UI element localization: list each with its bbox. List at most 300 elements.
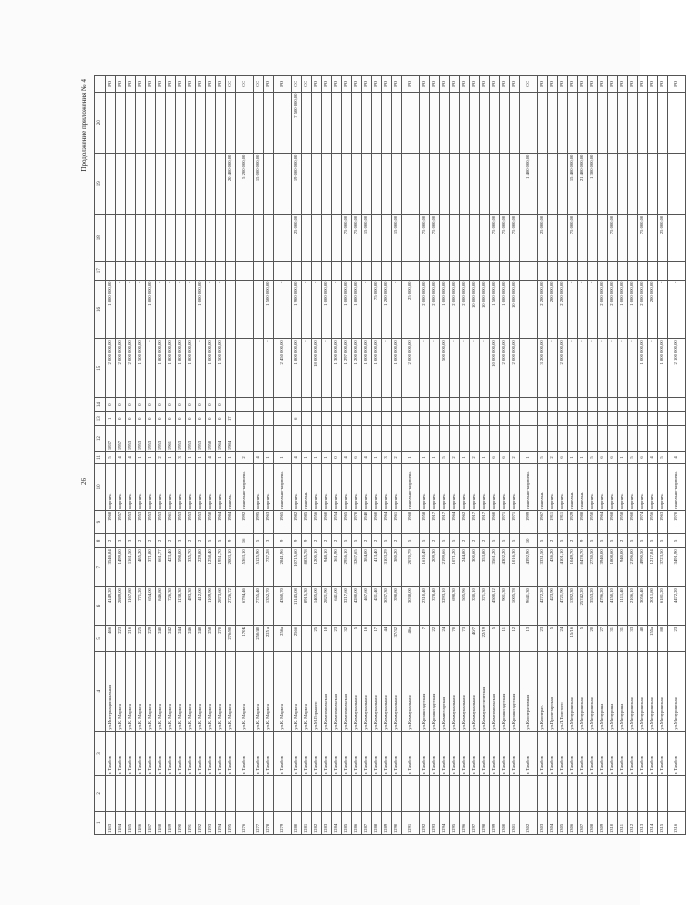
table-cell: -	[146, 339, 156, 398]
table-cell: 6	[638, 452, 648, 464]
table-cell: -	[578, 280, 588, 339]
table-row	[538, 76, 548, 835]
table-cell: 7 500 000,00	[292, 92, 302, 153]
table-cell	[264, 412, 274, 426]
table-cell: 493,30	[186, 587, 196, 626]
table-cell	[382, 214, 392, 261]
housing-repair-table	[94, 75, 686, 835]
table-cell: 70	[450, 625, 460, 651]
table-row	[274, 76, 292, 835]
table-cell	[196, 261, 206, 280]
table-cell	[460, 261, 470, 280]
table-cell: ул.К. Маркса	[196, 651, 206, 731]
table-cell: 1283	[322, 811, 332, 834]
table-cell	[618, 426, 628, 452]
table-cell	[500, 398, 510, 412]
table-cell: 242	[166, 625, 176, 651]
table-cell: -	[332, 280, 342, 339]
table-cell	[648, 398, 658, 412]
table-cell: г. Тамбов	[236, 731, 254, 776]
table-cell: 25 000,00	[658, 214, 668, 261]
table-row	[264, 76, 274, 835]
table-cell: 4	[362, 452, 372, 464]
table-cell: 1958	[618, 510, 628, 533]
table-cell: РО	[598, 76, 608, 93]
table-cell: 1302	[520, 811, 538, 834]
table-cell: 1291	[402, 811, 420, 834]
table-cell: -	[186, 280, 196, 339]
table-cell	[548, 214, 558, 261]
table-cell: 4	[126, 452, 136, 464]
table-cell	[302, 776, 312, 811]
table-cell: 1960	[490, 510, 500, 533]
table-cell: 4	[206, 452, 216, 464]
table-cell	[206, 261, 216, 280]
table-cell: 1310	[608, 811, 618, 834]
table-cell: 223	[116, 625, 126, 651]
table-cell	[420, 261, 430, 280]
table-cell: 3267,65	[352, 548, 362, 587]
table-cell	[470, 214, 480, 261]
table-cell: 1992	[236, 510, 254, 533]
table-cell: 2	[618, 534, 628, 548]
table-cell: 170Б	[236, 625, 254, 651]
table-cell: 5	[510, 534, 520, 548]
table-cell: ул.Мичуринская	[578, 651, 588, 731]
table-cell: 3331,50	[538, 548, 548, 587]
table-cell: 2 000 000,00	[500, 339, 510, 398]
table-cell: ул.Мичурина	[618, 651, 628, 731]
table-cell	[618, 412, 628, 426]
table-cell: г. Тамбов	[608, 731, 618, 776]
table-cell	[480, 261, 490, 280]
table-cell: СС	[226, 76, 236, 93]
table-cell	[274, 214, 292, 261]
table-cell: 229,80	[196, 548, 206, 587]
table-row	[226, 76, 236, 835]
table-cell: РО	[106, 76, 116, 93]
table-cell: 2 000 000,00	[126, 339, 136, 398]
table-cell: 75 000,00	[352, 214, 362, 261]
table-cell: 1954	[332, 510, 342, 533]
table-cell	[216, 92, 226, 153]
table-cell: кирпич.	[460, 463, 470, 510]
table-cell	[362, 398, 372, 412]
table-cell	[638, 261, 648, 280]
table-cell	[352, 426, 362, 452]
table-cell	[470, 776, 480, 811]
table-cell	[106, 153, 116, 214]
table-cell	[450, 398, 460, 412]
table-cell: 276/80	[226, 625, 236, 651]
table-cell	[322, 153, 332, 214]
table-cell: 75 000,00	[430, 214, 440, 261]
table-row	[126, 76, 136, 835]
table-cell: 75 000,00	[420, 214, 430, 261]
table-cell: 3	[176, 452, 186, 464]
table-cell: 1970	[352, 510, 362, 533]
table-cell	[658, 398, 668, 412]
table-cell: г. Тамбов	[274, 731, 292, 776]
table-row	[402, 76, 420, 835]
table-cell	[578, 214, 588, 261]
table-cell: кирпич.	[254, 463, 264, 510]
table-cell	[216, 261, 226, 280]
table-row	[206, 76, 216, 835]
table-cell	[226, 214, 236, 261]
table-cell	[116, 261, 126, 280]
table-row	[510, 76, 520, 835]
table-cell: 2	[156, 534, 166, 548]
table-cell: 0	[116, 398, 126, 412]
table-cell	[420, 776, 430, 811]
table-cell: 5 200 000,00	[236, 153, 254, 214]
table-cell: 1956	[648, 510, 658, 533]
table-cell: РО	[608, 76, 618, 93]
table-cell: -	[126, 280, 136, 339]
table-cell: г. Тамбов	[510, 731, 520, 776]
column-header	[95, 76, 106, 93]
table-cell	[392, 398, 402, 412]
table-cell	[568, 92, 578, 153]
table-cell	[322, 412, 332, 426]
table-cell	[402, 426, 420, 452]
table-cell: 1276	[236, 811, 254, 834]
table-cell	[568, 412, 578, 426]
table-cell: -	[470, 339, 480, 398]
table-cell: г. Тамбов	[588, 731, 598, 776]
table-cell: 1	[420, 452, 430, 464]
table-cell	[332, 398, 342, 412]
table-cell: г. Тамбов	[342, 731, 352, 776]
table-cell: 23	[668, 625, 686, 651]
table-cell	[382, 776, 392, 811]
table-cell: кирпич.	[628, 463, 638, 510]
table-cell	[568, 261, 578, 280]
table-cell: 1917	[440, 510, 450, 533]
table-cell	[420, 153, 430, 214]
table-cell: 1953	[156, 426, 166, 452]
table-cell	[264, 776, 274, 811]
table-cell: 1286	[352, 811, 362, 834]
table-cell: РО	[166, 76, 176, 93]
table-cell: 0	[206, 412, 216, 426]
table-cell	[668, 214, 686, 261]
table-cell	[264, 398, 274, 412]
table-cell: кирпич.	[116, 463, 126, 510]
table-row	[568, 76, 578, 835]
table-cell	[510, 398, 520, 412]
table-cell: 10	[520, 534, 538, 548]
table-cell	[618, 398, 628, 412]
table-cell	[568, 426, 578, 452]
table-cell: 3	[176, 534, 186, 548]
table-cell	[332, 776, 342, 811]
table-cell	[254, 339, 264, 398]
table-cell: 1971	[500, 510, 510, 533]
table-cell: 1 800 000,00	[146, 280, 156, 339]
table-cell: РО	[440, 76, 450, 93]
table-cell: 1285	[342, 811, 352, 834]
table-row	[588, 76, 598, 835]
table-cell: ул.К. Маркса	[264, 651, 274, 731]
table-cell: 3056,40	[638, 587, 648, 626]
table-cell: г. Тамбов	[352, 731, 362, 776]
table-cell: 2	[362, 534, 372, 548]
column-header: 14	[95, 398, 106, 412]
table-cell: 4990,50	[638, 548, 648, 587]
table-cell	[588, 398, 598, 412]
table-cell: панельн.	[568, 463, 578, 510]
table-cell: 1963	[658, 510, 668, 533]
table-cell: РО	[490, 76, 500, 93]
table-cell: г. Тамбов	[126, 731, 136, 776]
table-cell	[648, 261, 658, 280]
table-cell	[236, 92, 254, 153]
table-cell	[430, 261, 440, 280]
table-cell: 6	[352, 452, 362, 464]
table-row	[382, 76, 392, 835]
table-cell: РО	[480, 76, 490, 93]
table-cell	[608, 261, 618, 280]
table-cell	[440, 214, 450, 261]
table-cell: 378,40	[430, 587, 440, 626]
table-cell: 1953	[176, 426, 186, 452]
table-cell	[548, 153, 558, 214]
table-cell: 1316	[668, 811, 686, 834]
table-cell: 1 000 000,00	[196, 280, 206, 339]
table-cell	[156, 261, 166, 280]
table-cell: 1289	[382, 811, 392, 834]
table-cell: 2873,60	[216, 587, 226, 626]
table-cell: 4101,10	[558, 548, 568, 587]
table-cell	[342, 92, 352, 153]
table-cell	[392, 92, 402, 153]
table-cell	[430, 398, 440, 412]
table-cell	[658, 426, 668, 452]
table-cell: 1161,50	[126, 548, 136, 587]
table-cell: 2	[548, 452, 558, 464]
table-cell: 2	[312, 534, 322, 548]
table-cell: 0	[176, 412, 186, 426]
table-cell: 2	[480, 534, 490, 548]
table-cell: 1 200 000,00	[352, 339, 362, 398]
table-cell: 1111,40	[618, 587, 628, 626]
table-cell: 25 000,00	[538, 214, 548, 261]
table-cell: 1958	[206, 426, 216, 452]
table-cell: 901,30	[500, 587, 510, 626]
table-cell: 5	[440, 452, 450, 464]
table-cell: 2 000 000,00	[558, 339, 568, 398]
table-cell: ул.Комиссарская	[440, 651, 450, 731]
table-cell	[618, 261, 628, 280]
table-cell: 1 000 000,00	[440, 280, 450, 339]
table-cell: 5	[500, 534, 510, 548]
table-cell: г. Тамбов	[312, 731, 322, 776]
table-cell: кирпич.	[480, 463, 490, 510]
table-cell: 1 200 000,00	[382, 280, 392, 339]
table-cell	[618, 153, 628, 214]
table-cell: ул.Коммунальная	[372, 651, 382, 731]
table-cell: 4149,20	[106, 587, 116, 626]
table-cell: -	[382, 339, 392, 398]
table-cell: 1295	[450, 811, 460, 834]
table-cell: СС	[302, 76, 312, 93]
table-cell	[510, 412, 520, 426]
table-cell: 17	[372, 625, 382, 651]
table-cell: г. Тамбов	[156, 731, 166, 776]
table-cell	[548, 426, 558, 452]
table-cell: 1217,84	[648, 548, 658, 587]
table-cell: 1	[216, 452, 226, 464]
table-cell: 380,20	[392, 548, 402, 587]
table-cell	[558, 153, 568, 214]
table-cell: 1917	[480, 510, 490, 533]
table-cell: ул.Л.Толстого	[558, 651, 568, 731]
table-cell: 225 а	[264, 625, 274, 651]
table-cell: 0	[206, 398, 216, 412]
table-cell: 1392,30	[568, 587, 578, 626]
table-cell	[392, 153, 402, 214]
table-cell	[668, 261, 686, 280]
table-row	[668, 76, 686, 835]
table-row	[116, 76, 126, 835]
table-cell: 2 000 000,00	[430, 280, 440, 339]
table-cell	[402, 92, 420, 153]
table-cell: 1	[322, 452, 332, 464]
table-cell: -	[460, 339, 470, 398]
table-cell: 1964	[598, 510, 608, 533]
table-cell	[332, 412, 342, 426]
table-cell	[480, 426, 490, 452]
table-cell: 1 500 000,00	[216, 339, 226, 398]
table-cell: 1962	[460, 510, 470, 533]
table-cell	[450, 153, 460, 214]
table-cell: 371,80	[146, 548, 156, 587]
table-cell	[382, 398, 392, 412]
table-cell: -	[116, 280, 126, 339]
table-cell	[460, 398, 470, 412]
table-cell: г. Тамбов	[216, 731, 226, 776]
table-cell	[372, 214, 382, 261]
table-cell: 244	[176, 625, 186, 651]
table-cell: 1167,80	[126, 587, 136, 626]
table-cell: кирпич.	[352, 463, 362, 510]
table-cell: 1 500 000,00	[490, 280, 500, 339]
table-row	[638, 76, 648, 835]
table-cell	[372, 412, 382, 426]
table-row	[342, 76, 352, 835]
table-cell: ул.Мичурина	[608, 651, 618, 731]
table-cell: 1 800 000,00	[176, 339, 186, 398]
table-cell: 1964	[382, 510, 392, 533]
table-cell	[302, 426, 312, 452]
table-cell	[538, 92, 548, 153]
table-cell: ул.К. Маркса	[302, 651, 312, 731]
table-cell: 0	[196, 412, 206, 426]
table-cell	[500, 412, 510, 426]
table-cell: 1 800 000,00	[166, 339, 176, 398]
table-cell: кирпич.	[146, 463, 156, 510]
table-cell: 15 000 000,00	[254, 153, 264, 214]
table-cell	[470, 398, 480, 412]
table-cell: 2 000 000,00	[116, 339, 126, 398]
table-cell	[116, 92, 126, 153]
table-cell	[520, 426, 538, 452]
table-cell	[254, 261, 264, 280]
table-cell: 698,30	[450, 587, 460, 626]
table-cell: -	[618, 339, 628, 398]
table-cell: 20 400 000,00	[226, 153, 236, 214]
table-cell: 1968	[106, 510, 116, 533]
table-cell: 1 800 000,00	[292, 339, 302, 398]
table-cell: 12	[510, 625, 520, 651]
table-cell: -	[450, 339, 460, 398]
table-cell: 1 800 000,00	[352, 280, 362, 339]
table-cell	[226, 261, 236, 280]
table-cell: 9	[302, 534, 312, 548]
table-cell	[598, 92, 608, 153]
table-cell: 4	[254, 452, 264, 464]
table-cell: ул.Кронштадтская	[510, 651, 520, 731]
table-cell: 2821,90	[322, 587, 332, 626]
table-cell: г. Тамбов	[598, 731, 608, 776]
table-cell: 4796,20	[598, 587, 608, 626]
table-cell: 1	[166, 452, 176, 464]
table-cell: 4280,00	[352, 587, 362, 626]
table-cell	[490, 261, 500, 280]
table-cell: 1	[274, 452, 292, 464]
table-cell: г. Тамбов	[322, 731, 332, 776]
table-cell: 16	[362, 625, 372, 651]
table-cell: 1961	[166, 510, 176, 533]
table-cell: 431,40	[372, 587, 382, 626]
table-cell: РО	[264, 76, 274, 93]
table-cell	[538, 398, 548, 412]
table-row	[362, 76, 372, 835]
table-cell: 0	[186, 398, 196, 412]
table-cell	[430, 153, 440, 214]
table-cell	[568, 776, 578, 811]
table-cell	[618, 92, 628, 153]
table-cell: 1953	[126, 426, 136, 452]
table-cell	[668, 153, 686, 214]
table-cell: 0	[166, 412, 176, 426]
table-cell	[352, 92, 362, 153]
table-cell: 3103,29	[382, 548, 392, 587]
table-cell	[312, 398, 322, 412]
table-cell	[342, 153, 352, 214]
table-cell: 661,77	[156, 548, 166, 587]
table-cell	[520, 214, 538, 261]
table-cell	[430, 92, 440, 153]
table-cell	[568, 398, 578, 412]
table-cell: г. Тамбов	[480, 731, 490, 776]
table-cell: 361,90	[332, 548, 342, 587]
table-cell: 1138,30	[176, 587, 186, 626]
table-cell	[430, 426, 440, 452]
table-cell: 0	[176, 398, 186, 412]
table-cell: -	[136, 280, 146, 339]
table-cell: кирпич.	[382, 463, 392, 510]
table-row	[106, 76, 116, 835]
table-cell: 1	[146, 452, 156, 464]
table-cell	[658, 92, 668, 153]
table-cell	[460, 776, 470, 811]
table-cell	[402, 153, 420, 214]
column-header: 3	[95, 731, 106, 776]
table-cell: 3	[126, 534, 136, 548]
